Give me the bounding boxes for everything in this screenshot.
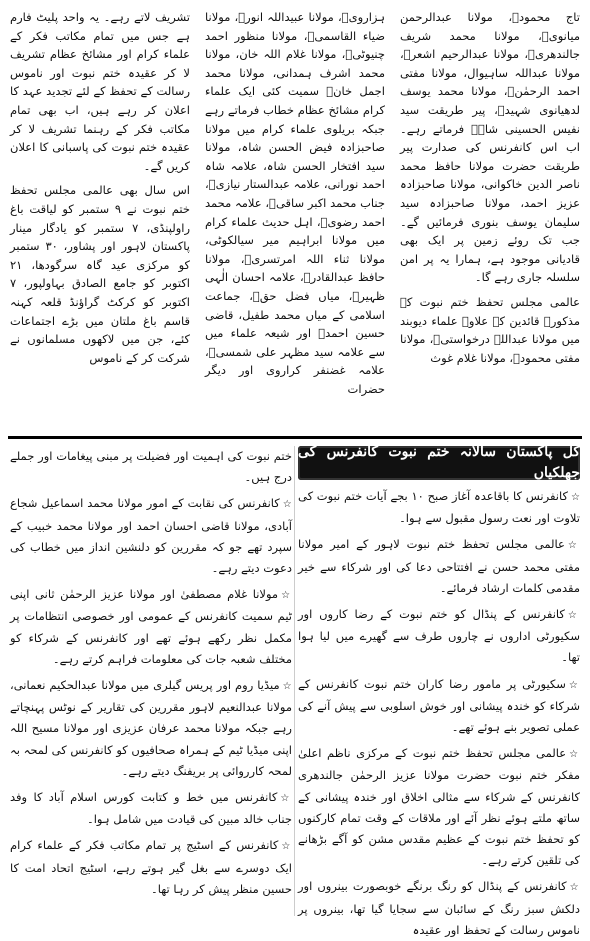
highlight-text: کانفرنس کی نقابت کے امور مولانا محمد اسماعیل شجاع آبادی، مولانا قاضی احسان احمد اور مولانا محمد خبیب کے سپرد تھے جو کہ مقررین کو دلنشین انداز میں خطاب کی دعوت دیتے رہے۔ bbox=[10, 496, 292, 576]
highlight-item bbox=[298, 486, 580, 529]
paragraph: تاج محمودؒ، مولانا عبدالرحمن میانویؒ، مولانا محمد شریف جالندھریؒ، مولانا عبدالرحیم اشعرؒ، مولانا عبداللہ ساہیوال، مولانا مفتی احمد الرحمٰنؒ، مولانا محمد یوسف لدھیانوی شہیدؒ، پیر طریقت سید نفیس الحسینی شاہؒ فرماتے رہے۔ اب اس کانفرنس کی صدارت پیر طریقت حضرت مولانا حافظ محمد ناصر الدین خاکوانی، مولانا صاحبزادہ عزیز احمد، مولانا صاحبزادہ سید سلیمان یوسف بنوری فرمائیں گے۔ جب تک روئے زمین پر ایک بھی قادیانی موجود ہے، ہمارا یہ پر امن سلسلہ جاری رہے گا۔ bbox=[400, 10, 580, 285]
section-banner bbox=[298, 443, 580, 481]
highlight-text: عالمی مجلس تحفظ ختم نبوت کے مرکزی ناظم اعلیٰ مفکر ختم نبوت حضرت مولانا عزیز الرحمٰن جالندھری کانفرنس کے شرکاء سے مثالی اخلاق اور خندہ پیشانی کے ساتھ ملتے ہوئے نظر آئے اور ملاقات کے وقت تمام کارکنوں کو تحفظ ختم نبوت کے عظیم مقدس مشن کو آگے بڑھانے کی تلقین کرتے رہے۔ bbox=[298, 746, 580, 868]
star-bullet-icon: ☆ bbox=[281, 590, 292, 602]
section-divider bbox=[8, 436, 582, 439]
highlight-item bbox=[298, 604, 580, 669]
paragraph: اس سال بھی عالمی مجلس تحفظ ختم نبوت نے ۹ ستمبر کو لیاقت باغ راولپنڈی، ۷ ستمبر کو یادگار مینار پاکستان لاہور اور پشاور، ۳۰ ستمبر کو مرکزی عید گاہ سرگودھا، ۲۱ اکتوبر کو جامع الصادق بہاولپور، ۷ اکتوبر کو کرکٹ گراؤنڈ قلعہ کہنہ قاسم باغ ملتان میں بڑے اجتماعات کئے، جن میں لاکھوں مسلمانوں نے شرکت کر کے ناموس bbox=[10, 183, 191, 365]
highlight-text: مولانا غلام مصطفیٰ اور مولانا عزیز الرحمٰن ثانی اپنی ٹیم سمیت کانفرنس کے عمومی اور خصوصی انتظامات پر مکمل نظر رکھے ہوئے تھے اور کانفرنس کے شرکاء کو مختلف شعبہ جات کی معلومات فراہم کرتے رہے۔ bbox=[10, 587, 292, 666]
banner-title: کل پاکستان سالانہ ختم نبوت کانفرنس کی جھلکیاں bbox=[298, 443, 580, 481]
highlight-text: کانفرنس کے پنڈال کو ختم نبوت کے رضا کاروں اور سکیورٹی اداروں نے چاروں طرف سے گھیرے میں لیا ہوا تھا۔ bbox=[298, 607, 580, 665]
highlight-item bbox=[298, 534, 580, 599]
star-bullet-icon: ☆ bbox=[569, 882, 580, 894]
star-bullet-icon: ☆ bbox=[568, 679, 580, 691]
star-bullet-icon: ☆ bbox=[569, 749, 580, 761]
paragraph: عالمی مجلس تحفظ ختم نبوت کے مذکورہ قائدین کے علاوہ علماء دیوبند میں مولانا عبداللہ درخواستیؒ، مولانا مفتی محمودؒ، مولانا غلام غوث bbox=[400, 294, 580, 365]
highlights-left-column bbox=[10, 446, 292, 916]
star-bullet-icon: ☆ bbox=[280, 793, 293, 805]
highlight-text: ختم نبوت کی اہمیت اور فضیلت پر مبنی پیغامات اور جملے درج ہیں۔ bbox=[10, 449, 292, 485]
star-bullet-icon: ☆ bbox=[282, 499, 292, 511]
highlights-list-right bbox=[298, 486, 580, 941]
highlight-text: کانفرنس میں خط و کتابت کورس اسلام آباد کا وفد جناب خالد مبین کی قیادت میں شامل ہوا۔ bbox=[10, 790, 292, 827]
highlight-item bbox=[10, 493, 292, 579]
highlight-item bbox=[10, 446, 292, 488]
highlight-text: کانفرنس کے پنڈال کو رنگ برنگے خوبصورت بینروں اور دلکش سبز رنگ کے سائبان سے سجایا گیا تھا، بینروں پر ناموس رسالت کے تحفظ اور عقیدہ bbox=[298, 879, 580, 937]
star-bullet-icon: ☆ bbox=[567, 540, 581, 552]
highlight-item bbox=[10, 675, 292, 782]
top-article bbox=[10, 8, 580, 433]
paragraph: ہزارویؒ، مولانا عبیداللہ انورؒ، مولانا ضیاء القاسمیؒ، مولانا منظور احمد چنیوٹیؒ، مولانا غلام اللہ خان، مولانا محمد اشرف ہمدانی، مولانا محمد اجمل خانؒ سمیت کئی ایک علماء کرام مشائخ عظام خطاب فرماتے رہے جبکہ بریلوی علماء کرام میں مولانا صاحبزادہ فیض الحسن شاہ، مولانا سید افتخار الحسن شاہ، علامہ شاہ احمد نورانی، علامہ عبدالستار نیازیؒ، جناب محمد اکبر ساقیؒ، علامہ محمد احمد رضویؒ، اہل حدیث علماء کرام میں مولانا ابراہیم میر سیالکوٹی، مولانا ثناء اللہ امرتسریؒ، مولانا حافظ عبدالقادرؒ، علامہ احسان الٰہی ظہیرؒ، میاں فضل حقؒ، جماعت اسلامی کے میاں محمد طفیل، قاضی حسین احمدؒ اور شیعہ علماء میں سے علامہ سید مظہر علی شمسیؒ، علامہ غضنفر کراروی اور دیگر حضرات bbox=[205, 10, 385, 396]
highlight-item bbox=[10, 835, 292, 900]
highlight-item bbox=[10, 787, 292, 830]
top-column-1 bbox=[400, 8, 580, 433]
highlight-item bbox=[10, 584, 292, 670]
highlights-section bbox=[10, 443, 581, 937]
highlight-item bbox=[298, 876, 580, 941]
highlight-text: عالمی مجلس تحفظ ختم نبوت لاہور کے امیر مولانا مفتی محمد حسن نے افتتاحی دعا کی اور شرکاء سے خیر مقدمی کلمات ارشاد فرمائے۔ bbox=[298, 537, 580, 595]
highlights-list-left bbox=[10, 446, 292, 900]
highlights-right-column bbox=[298, 443, 581, 937]
star-bullet-icon: ☆ bbox=[567, 610, 581, 622]
star-bullet-icon: ☆ bbox=[281, 841, 292, 853]
paragraph: تشریف لاتے رہے۔ یہ واحد پلیٹ فارم ہے جس میں تمام مکاتب فکر کے علماء کرام اور مشائخ عظام تشریف لا کر عقیدہ ختم نبوت اور ناموس رسالت کے تحفظ کے لئے تجدید عہد کا اعلان کر رہے ہیں، اب بھی تمام مکاتب فکر کے رہنما تشریف لا کر عقیدہ ختم نبوت کی پاسبانی کا اعلان کریں گے۔ bbox=[10, 10, 190, 173]
top-column-3 bbox=[10, 8, 190, 433]
highlight-text: سکیورٹی پر مامور رضا کاران ختم نبوت کانفرنس کے شرکاء کو خندہ پیشانی اور خوش اسلوبی سے پیش آنے کی عملی تصویر بنے ہوئے تھے۔ bbox=[298, 676, 580, 735]
highlight-item bbox=[298, 743, 580, 871]
highlight-item bbox=[298, 674, 580, 739]
star-bullet-icon: ☆ bbox=[282, 681, 292, 693]
top-column-2 bbox=[205, 8, 385, 433]
highlight-text: کانفرنس کے اسٹیج پر تمام مکاتب فکر کے علماء کرام ایک دوسرے سے بغل گیر ہوتے رہے، اسٹیج اتحاد امت کا حسین منظر پیش کر رہا تھا۔ bbox=[10, 838, 292, 896]
highlight-text: کانفرنس کا باقاعدہ آغاز صبح ۱۰ بجے آیات ختم نبوت کی تلاوت اور نعت رسول مقبول سے ہوا۔ bbox=[298, 489, 580, 526]
star-bullet-icon: ☆ bbox=[570, 492, 580, 503]
highlight-text: میڈیا روم اور پریس گیلری میں مولانا عبدالحکیم نعمانی، مولانا عبدالنعیم لاہور مقررین کی تقاریر کے نوٹس پہنچاتے رہے جبکہ مولانا محمد عرفان عزیزی اور مولانا مسیح اللہ اپنی میڈیا ٹیم کے ہمراہ صحافیوں کو کانفرنس کی لمحہ بہ لمحہ کارروائی پر بریفنگ دیتے رہے۔ bbox=[10, 678, 292, 778]
